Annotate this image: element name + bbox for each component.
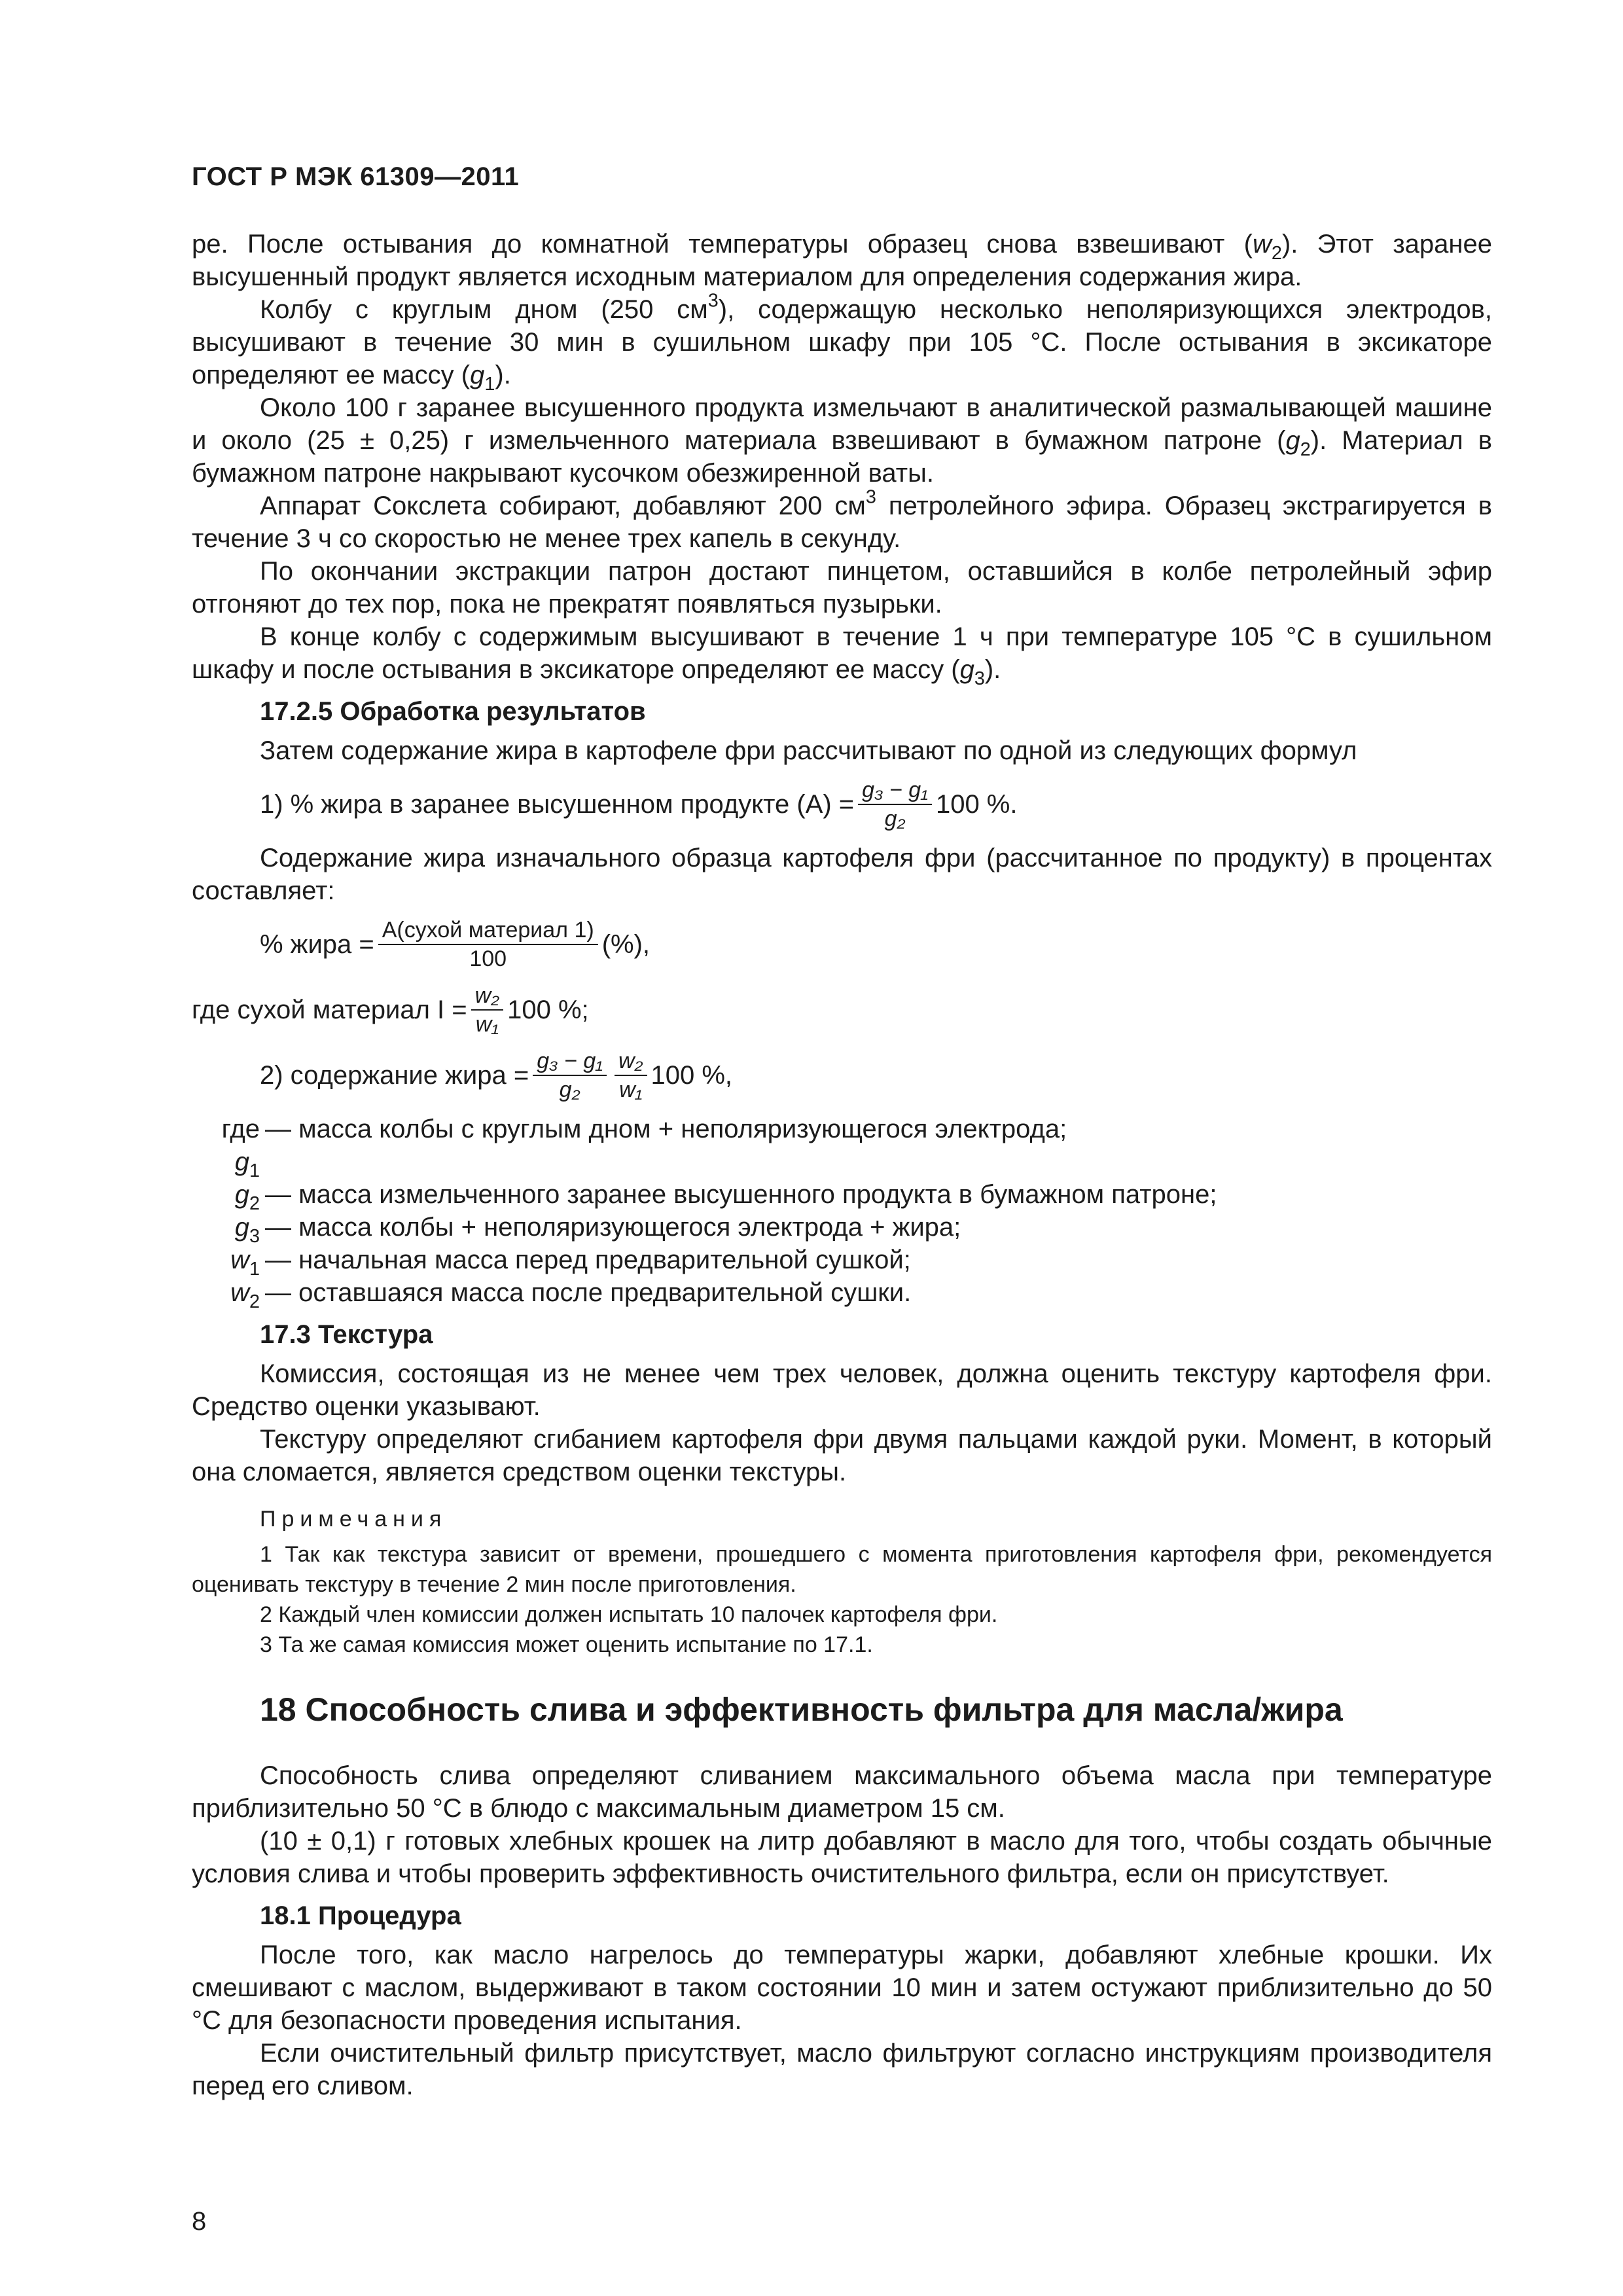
formula-fat-percent: % жира = $\frac{\text{A(сухой материал 1)}}{100}$ (%), [260, 918, 651, 971]
document-body [192, 228, 1492, 2102]
definition-item: $g_2$ — масса измельченного заранее высушенного продукта в бумажном патроне; [234, 1180, 1217, 1215]
definition-item: $g_3$ — масса колбы + неполяризующегося электрода + жира; [234, 1213, 961, 1247]
paragraph-formulas-intro: Затем содержание жира в картофеле фри рассчитывают по одной из следующих формул [260, 736, 1357, 765]
note-item: 1 Так как текстура зависит от времени, прошедшего с момента приготовления картофеля фри, рекомендуется оценивать текстуру в течение 2 мин после приготовления. [192, 1542, 1492, 1597]
note-item: 2 Каждый член комиссии должен испытать 10 палочек картофеля фри. [260, 1602, 998, 1627]
paragraph-procedure: После того, как масло нагрелось до температуры жарки, добавляют хлебные крошки. Их смешивают с маслом, выдерживают в таком состоянии 10 мин и затем остужают приблизительно до 50 °С для безопасности проведения испытания. [192, 1941, 1492, 2035]
document-header: ГОСТ Р МЭК 61309—2011 [192, 162, 520, 191]
paragraph-grinding: Около 100 г заранее высушенного продукта измельчают в аналитической размалывающей машине и около (25 ± 0,25) г измельченного материала взвешивают в бумажном патроне $(g_2)$. Материал в бумажном патроне накрывают кусочком обезжиренной ваты. [192, 393, 1492, 488]
paragraph-drain-ability: Способность слива определяют сливанием максимального объема масла при температуре приблизительно 50 °С в блюдо с максимальным диаметром 15 см. [192, 1761, 1492, 1823]
paragraph-texture-method: Текстуру определяют сгибанием картофеля фри двумя пальцами каждой руки. Момент, в который она сломается, является средством оценки текстуры. [192, 1425, 1492, 1486]
note-item: 3 Та же самая комиссия может оценить испытание по 17.1. [260, 1632, 873, 1657]
notes-title: Примечания [260, 1507, 448, 1532]
paragraph-final-drying: В конце колбу с содержимым высушивают в течение 1 ч при температуре 105 °С в сушильном шкафу и после остывания в эксикаторе определяют ее массу $(g_3)$. [192, 622, 1492, 690]
definition-item: где $g_1$ — масса колбы с круглым дном + неполяризующегося электрода; [221, 1115, 1067, 1182]
paragraph-flask: Колбу с круглым дном (250 $см^3$), содержащую несколько неполяризующихся электродов, высушивают в течение 30 мин в сушильном шкафу при 105 °С. После остывания в эксикаторе определяют ее массу $(g_1)$. [192, 290, 1492, 395]
heading-17-3: 17.3 Текстура [260, 1320, 433, 1349]
variable-definitions [192, 1113, 1492, 1313]
fraction: $\frac{\text{w₂}}{\text{w₁}}$ [615, 1047, 647, 1103]
page-number: 8 [192, 2207, 207, 2236]
definition-item: $w_2$ — оставшаяся масса после предварительной сушки. [230, 1278, 912, 1313]
paragraph-original-fat: Содержание жира изначального образца картофеля фри (рассчитанное по продукту) в процентах составляет: [192, 844, 1492, 905]
paragraph-filter: Если очистительный фильтр присутствует, масло фильтруют согласно инструкциям производителя перед его сливом. [192, 2039, 1492, 2100]
fraction: $\frac{\text{g₃ − g₁}}{\text{g₂}}$ [858, 776, 932, 833]
definition-item: $w_1$ — начальная масса перед предварительной сушкой; [230, 1246, 911, 1280]
paragraph-commission: Комиссия, состоящая из не менее чем трех человек, должна оценить текстуру картофеля фри. Средство оценки указывают. [192, 1359, 1492, 1421]
paragraph-extraction-end: По окончании экстракции патрон достают пинцетом, оставшийся в колбе петролейный эфир отгоняют до тех пор, пока не прекратят появляться пузырьки. [192, 557, 1492, 619]
paragraph-breadcrumbs: (10 ± 0,1) г готовых хлебных крошек на литр добавляют в масло для того, чтобы создать обычные условия слива и чтобы проверить эффективность очистительного фильтра, если он присутствует. [192, 1827, 1492, 1888]
formula-dry-material: где сухой материал I = $\frac{\text{w₂}}{\text{w₁}}$ 100 %; [192, 983, 589, 1037]
paragraph-soxhlet: Аппарат Сокслета собирают, добавляют 200 $см^3$ петролейного эфира. Образец экстрагируется в течение 3 ч со скоростью не менее трех капель в секунду. [192, 486, 1492, 553]
heading-18-1: 18.1 Процедура [260, 1901, 461, 1930]
fraction: $\frac{\text{A(сухой материал 1)}}{100}$ [378, 916, 598, 973]
heading-18: 18 Способность слива и эффективность фильтра для масла/жира [260, 1691, 1343, 1728]
formula-fat-content: 2) содержание жира = $\frac{\text{g₃ − g₁}}{\text{g₂}}$ $\frac{\text{w₂}}{\text{w₁}}$ 100 %, [260, 1049, 733, 1102]
heading-17-2-5: 17.2.5 Обработка результатов [260, 697, 646, 726]
fraction: $\frac{\text{w₂}}{\text{w₁}}$ [471, 982, 504, 1038]
fraction: $\frac{\text{g₃ − g₁}}{\text{g₂}}$ [533, 1047, 607, 1103]
formula-fat-dry-product: 1) % жира в заранее высушенном продукте (A) = $\frac{\text{g₃ − g₁}}{\text{g₂}}$ 100 %. [260, 778, 1018, 831]
paragraph-drying: ре. После остывания до комнатной температуры образец снова взвешивают $(w_2)$. Этот заранее высушенный продукт является исходным материалом для определения содержания жира. [192, 230, 1492, 291]
